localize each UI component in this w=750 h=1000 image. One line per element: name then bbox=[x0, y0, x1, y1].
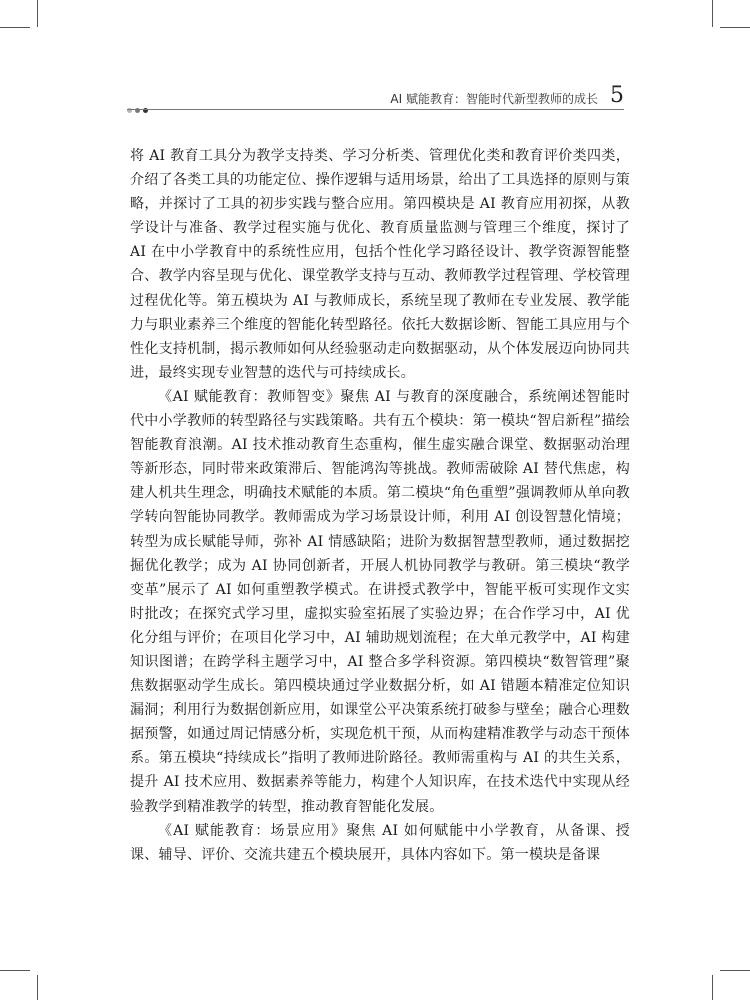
page-number: 5 bbox=[610, 83, 624, 108]
header-rule bbox=[127, 109, 624, 110]
crop-mark-top-left bbox=[37, 0, 38, 27]
crop-mark-top-left bbox=[0, 27, 30, 28]
crop-mark-bottom-left bbox=[37, 975, 38, 1000]
running-header bbox=[127, 83, 624, 109]
crop-mark-bottom-left bbox=[0, 970, 30, 971]
paragraph-3: 《AI 赋能教育：场景应用》聚焦 AI 如何赋能中小学教育，从备课、授课、辅导、评价、交流共建五个模块展开，具体内容如下。第一模块是备课 bbox=[130, 822, 630, 863]
crop-mark-top-right bbox=[712, 0, 713, 27]
crop-mark-top-right bbox=[720, 27, 750, 28]
crop-mark-bottom-right bbox=[720, 970, 750, 971]
header-title: AI 赋能教育：智能时代新型教师的成长 bbox=[390, 92, 598, 106]
body-text bbox=[130, 144, 630, 867]
paragraph-2: 《AI 赋能教育：教师智变》聚焦 AI 与教育的深度融合，系统阐述智能时代中小学教师的转型路径与实践策略。共有五个模块：第一模块“智启新程”描绘智能教育浪潮。AI 技术推动教育生态重构，催生虚实融合课堂、数据驱动治理等新形态，同时带来政策滞后、智能鸿沟等挑战。教师需破除 AI 替代焦虑，构建人机共生理念，明确技术赋能的本质。第二模块“角色重塑”强调教师从单向教学转向智能协同教学。教师需成为学习场景设计师，利用 AI 创设智慧化情境；转型为成长赋能导师，弥补 AI 情感缺陷；进阶为数据智慧型教师，通过数据挖掘优化教学；成为 AI 协同创新者，开展人机协同教学与教研。第三模块“教学变革”展示了 AI 如何重塑教学模式。在讲授式教学中，智能平板可实现作文实时批改；在探究式学习里，虚拟实验室拓展了实验边界；在合作学习中，AI 优化分组与评价；在项目化学习中，AI 辅助规划流程；在大单元教学中，AI 构建知识图谱；在跨学科主题学习中，AI 整合多学科资源。第四模块“数智管理”聚焦数据驱动学生成长。第四模块通过学业数据分析，如 AI 错题本精准定位知识漏洞；利用行为数据创新应用，如课堂公平决策系统打破参与壁垒；融合心理数据预警，如通过周记情感分析，实现危机干预，从而构建精准教学与动态干预体系。第五模块“持续成长”指明了教师进阶路径。教师需重构与 AI 的共生关系，提升 AI 技术应用、数据素养等能力，构建个人知识库，在技术迭代中实现从经验教学到精准教学的转型，推动教育智能化发展。 bbox=[130, 388, 630, 815]
paragraph-1: 将 AI 教育工具分为教学支持类、学习分析类、管理优化类和教育评价类四类，介绍了各类工具的功能定位、操作逻辑与适用场景，给出了工具选择的原则与策略，并探讨了工具的初步实践与整合应用。第四模块是 AI 教育应用初探，从教学设计与准备、教学过程实施与优化、教育质量监测与管理三个维度，探讨了 AI 在中小学教育中的系统性应用，包括个性化学习路径设计、教学资源智能整合、教学内容呈现与优化、课堂教学支持与互动、教师教学过程管理、学校管理过程优化等。第五模块为 AI 与教师成长，系统呈现了教师在专业发展、教学能力与职业素养三个维度的智能化转型路径。依托大数据诊断、智能工具应用与个性化支持机制，揭示教师如何从经验驱动走向数据驱动，从个体发展迈向协同共进，最终实现专业智慧的迭代与可持续成长。 bbox=[130, 148, 630, 381]
crop-mark-bottom-right bbox=[712, 975, 713, 1000]
